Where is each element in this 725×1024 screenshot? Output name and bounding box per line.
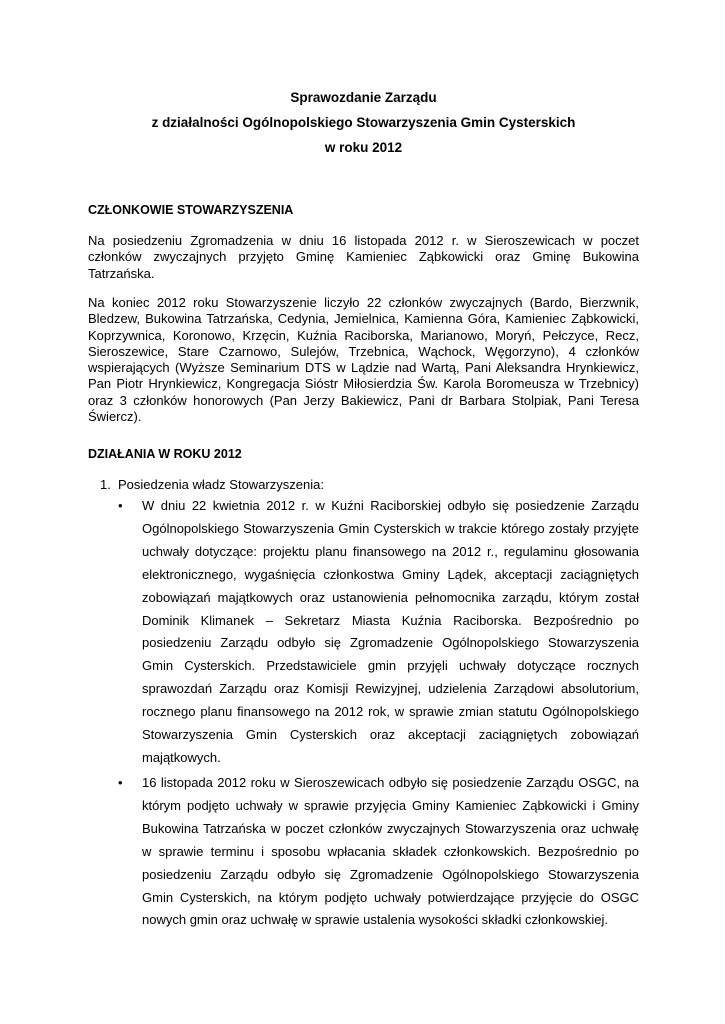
- members-paragraph-1: Na posiedzeniu Zgromadzenia w dniu 16 listopada 2012 r. w Sieroszewicach w poczet członków zwyczajnych przyjęto Gminę Kamieniec Ząbkowicki oraz Gminę Bukowina Tatrzańska.: [88, 233, 639, 281]
- list-item-label: Posiedzenia władz Stowarzyszenia:: [118, 477, 324, 492]
- bullet-text-1: W dniu 22 kwietnia 2012 r. w Kuźni Raciborskiej odbyło się posiedzenie Zarządu Ogólnopolskiego Stowarzyszenia Gmin Cysterskich w trakcie którego zostały przyjęte uchwały dotyczące: projektu planu finansowego na 2012 r., regulaminu głosowania elektronicznego, wygaśnięcia członkostwa Gminy Lądek, akceptacji zaciągniętych zobowiązań majątkowych oraz ustanowienia pełnomocnika zarządu, którym został Dominik Klimanek – Sekretarz Miasta Kuźnia Raciborska. Bezpośrednio po posiedzeniu Zarządu odbyło się Zgromadzenie Ogólnopolskiego Stowarzyszenia Gmin Cysterskich. Przedstawiciele gmin przyjęli uchwały dotyczące rocznych sprawozdań Zarządu oraz Komisji Rewizyjnej, udzielenia Zarządowi absolutorium, rocznego planu finansowego na 2012 rok, w sprawie zmian statutu Ogólnopolskiego Stowarzyszenia Gmin Cysterskich oraz akceptacji zaciągniętych zobowiązań majątkowych.: [142, 498, 639, 765]
- list-item-1: [100, 477, 324, 493]
- document-title: [88, 85, 639, 160]
- bullet-text-2: 16 listopada 2012 roku w Sieroszewicach odbyło się posiedzenie Zarządu OSGC, na którym podjęto uchwały w sprawie przyjęcia Gminy Kamieniec Ząbkowicki i Gminy Bukowina Tatrzańska w poczet członków zwyczajnych Stowarzyszenia oraz uchwałę w sprawie terminu i sposobu wpłacania składek członkowskich. Bezpośrednio po posiedzeniu Zarządu odbyło się Zgromadzenie Ogólnopolskiego Stowarzyszenia Gmin Cysterskich, na którym podjęto uchwały potwierdzające przyjęcie do OSGC nowych gmin oraz uchwałę w sprawie ustalenia wysokości składki członkowskiej.: [142, 775, 639, 928]
- title-line-3: w roku 2012: [324, 140, 403, 155]
- title-line-1: Sprawozdanie Zarządu: [290, 90, 437, 105]
- title-line-2: z działalności Ogólnopolskiego Stowarzyszenia Gmin Cysterskich: [151, 115, 576, 130]
- bullet-icon: •: [118, 775, 123, 790]
- bullet-item-2: [116, 772, 639, 932]
- members-paragraph-2: Na koniec 2012 roku Stowarzyszenie liczyło 22 członków zwyczajnych (Bardo, Bierzwnik, Bledzew, Bukowina Tatrzańska, Cedynia, Jemielnica, Kamienna Góra, Kamieniec Ząbkowicki, Koprzywnica, Koronowo, Krzęcin, Kuźnia Raciborska, Marianowo, Moryń, Pełczyce, Recz, Sieroszewice, Stare Czarnowo, Sulejów, Trzebnica, Wąchock, Węgorzyno), 4 członków wspierających (Wyższe Seminarium DTS w Lądzie nad Wartą, Pani Aleksandra Hrynkiewicz, Pan Piotr Hrynkiewicz, Kongregacja Sióstr Miłosierdzia Św. Karola Boromeusza w Trzebnicy) oraz 3 członków honorowych (Pan Jerzy Bakiewicz, Pani dr Barbara Stolpiak, Pani Teresa Świercz).: [88, 295, 639, 425]
- activities-heading: DZIAŁANIA W ROKU 2012: [88, 447, 242, 461]
- bullet-icon: •: [118, 498, 123, 513]
- bullet-item-1: [116, 495, 639, 770]
- members-heading: CZŁONKOWIE STOWARZYSZENIA: [88, 203, 294, 217]
- list-item-number: 1.: [100, 477, 111, 492]
